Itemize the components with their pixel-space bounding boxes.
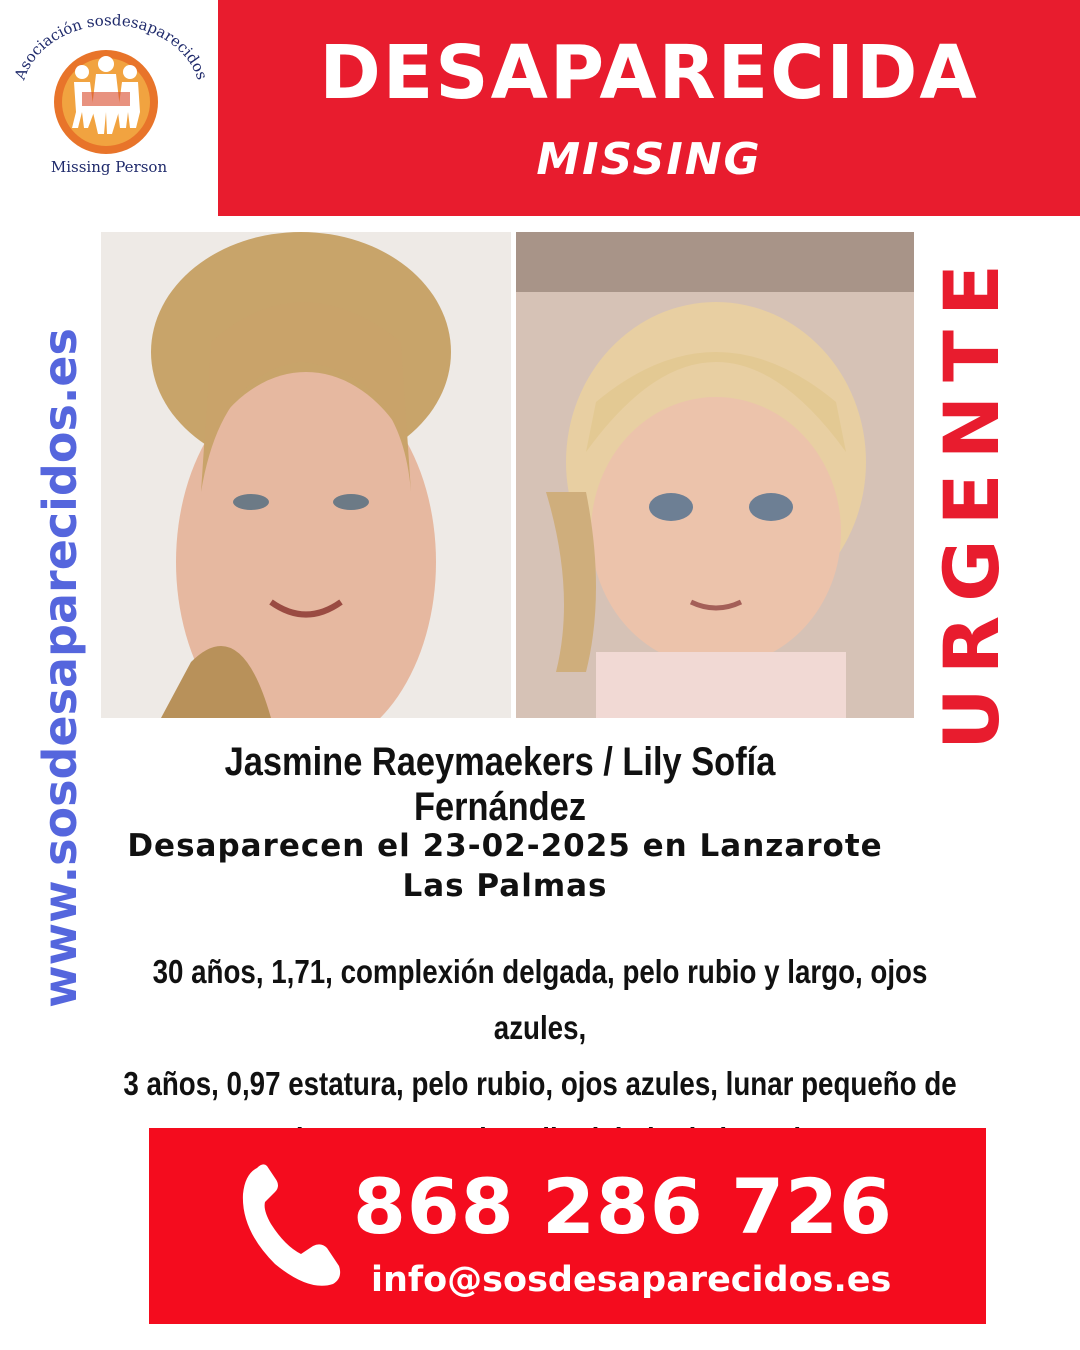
urgent-label: URGENTE — [927, 250, 1016, 750]
logo-arc-text: Asociación sosdesaparecidos — [10, 11, 212, 83]
disappearance-info — [60, 826, 950, 906]
header-banner — [218, 0, 1080, 216]
photo-adult — [101, 232, 511, 718]
woman-portrait-icon — [101, 232, 511, 718]
girl-portrait-icon — [516, 232, 914, 718]
disappearance-region: Las Palmas — [402, 868, 608, 904]
disappearance-date-place: Desaparecen el 23-02-2025 en Lanzarote — [127, 828, 883, 864]
logo-caption: Missing Person — [50, 158, 168, 176]
contact-email[interactable]: info@sosdesaparecidos.es — [371, 1260, 892, 1300]
photo-child — [516, 232, 914, 718]
contact-phone[interactable]: 868 286 726 — [353, 1162, 893, 1251]
page-subtitle: MISSING — [536, 134, 762, 185]
contact-box — [149, 1128, 986, 1324]
logo-emblem-icon — [0, 0, 218, 160]
page-title: DESAPARECIDA — [319, 30, 979, 116]
description-line: 3 años, 0,97 estatura, pelo rubio, ojos azules, lunar pequeño de — [123, 1065, 957, 1102]
phone-icon — [235, 1160, 347, 1290]
organization-logo — [0, 0, 218, 216]
missing-names: Jasmine Raeymaekers / Lily Sofía Fernández — [224, 740, 776, 829]
description-line: 30 años, 1,71, complexión delgada, pelo rubio y largo, ojos azules, — [152, 953, 928, 1046]
website-link[interactable]: www.sosdesaparecidos.es — [33, 328, 87, 1008]
